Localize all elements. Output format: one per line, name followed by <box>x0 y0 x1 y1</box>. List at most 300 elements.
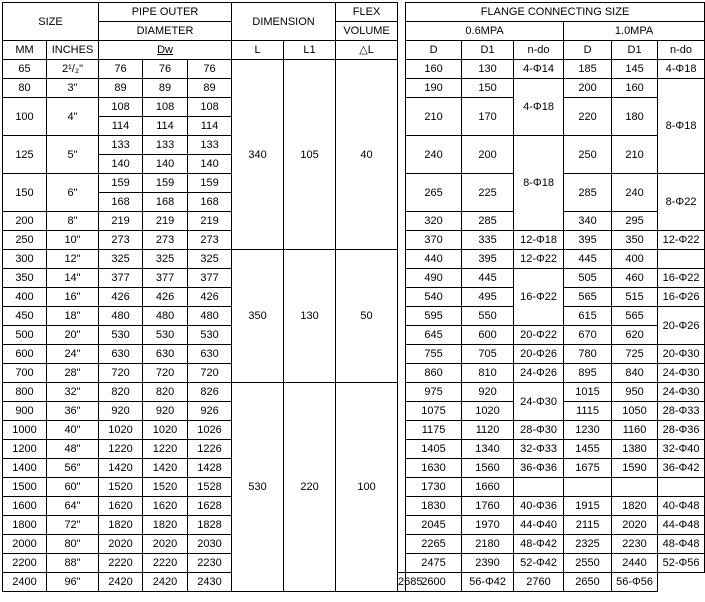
cell-delta-l: 100 <box>336 383 398 592</box>
cell-d: 540 <box>406 288 462 307</box>
cell-mm: 700 <box>3 364 47 383</box>
cell-dw: 108 <box>188 98 232 117</box>
cell-dw: 1020 <box>99 421 143 440</box>
cell-inches: 36" <box>47 402 99 421</box>
cell-dw: 1226 <box>188 440 232 459</box>
cell-dw: 76 <box>99 60 143 79</box>
cell-dw: 114 <box>143 117 188 136</box>
cell-ndo: 28-Φ33 <box>658 402 705 421</box>
cell-ndo: 36-Φ36 <box>514 459 564 478</box>
cell-dw: 720 <box>143 364 188 383</box>
cell-d: 2685 <box>398 573 406 592</box>
cell-dw: 1520 <box>143 478 188 497</box>
cell-ndo: 52-Φ42 <box>514 554 564 573</box>
cell-dw: 140 <box>188 155 232 174</box>
cell-ndo: 44-Φ40 <box>514 516 564 535</box>
cell-d1: 160 <box>612 79 658 98</box>
cell-mm: 150 <box>3 174 47 212</box>
cell-ndo: 20-Φ30 <box>658 345 705 364</box>
cell-mm: 2000 <box>3 535 47 554</box>
cell-d: 1230 <box>564 421 612 440</box>
cell-d: 190 <box>406 79 462 98</box>
cell-d: 1015 <box>564 383 612 402</box>
cell-d1: 620 <box>612 326 658 345</box>
cell-d: 445 <box>564 250 612 269</box>
cell-d: 1455 <box>564 440 612 459</box>
cell-d1: 170 <box>462 98 514 136</box>
cell-inches: 2¹/₂" <box>47 60 99 79</box>
cell-dw: 89 <box>188 79 232 98</box>
cell-dw: 159 <box>99 174 143 193</box>
cell-dw: 273 <box>188 231 232 250</box>
cell-d: 185 <box>564 60 612 79</box>
header-pressure-10: 1.0MPA <box>564 22 705 41</box>
cell-d: 2265 <box>406 535 462 554</box>
cell-inches: 14" <box>47 269 99 288</box>
column-gap <box>398 3 406 573</box>
cell-d: 1630 <box>406 459 462 478</box>
cell-dw: 159 <box>188 174 232 193</box>
cell-d: 780 <box>564 345 612 364</box>
cell-ndo: 4-Φ18 <box>658 60 705 79</box>
cell-d: 210 <box>406 98 462 136</box>
cell-mm: 80 <box>3 79 47 98</box>
cell-dw: 630 <box>143 345 188 364</box>
cell-d1: 1120 <box>462 421 514 440</box>
cell-d1: 1340 <box>462 440 514 459</box>
cell-inches: 56" <box>47 459 99 478</box>
header-pipe-outer: PIPE OUTER <box>99 3 232 22</box>
cell-inches: 80" <box>47 535 99 554</box>
cell-dw: 1420 <box>143 459 188 478</box>
header-dw: Dw <box>99 41 232 60</box>
cell-mm: 900 <box>3 402 47 421</box>
cell-dw: 1220 <box>143 440 188 459</box>
cell-d1: 1560 <box>462 459 514 478</box>
cell-d: 1915 <box>564 497 612 516</box>
cell-dw: 76 <box>143 60 188 79</box>
header-ndo-06: n-do <box>514 41 564 60</box>
cell-d: 670 <box>564 326 612 345</box>
cell-dw: 720 <box>99 364 143 383</box>
cell-d1: 1820 <box>612 497 658 516</box>
cell-ndo: 8-Φ22 <box>658 174 705 231</box>
cell-d1: 225 <box>462 174 514 212</box>
cell-mm: 400 <box>3 288 47 307</box>
cell-inches: 6" <box>47 174 99 212</box>
cell-inches: 3" <box>47 79 99 98</box>
cell-ndo: 32-Φ40 <box>658 440 705 459</box>
cell-d: 565 <box>564 288 612 307</box>
cell-ndo: 12-Φ18 <box>514 231 564 250</box>
cell-ndo: 56-Φ56 <box>612 573 658 592</box>
cell-dw: 2420 <box>99 573 143 592</box>
cell-dw: 273 <box>143 231 188 250</box>
cell-d1: 200 <box>462 136 514 174</box>
cell-d1: 1970 <box>462 516 514 535</box>
cell-l: 340 <box>232 60 284 250</box>
cell-d1: 350 <box>612 231 658 250</box>
cell-dw: 480 <box>188 307 232 326</box>
cell-mm: 450 <box>3 307 47 326</box>
cell-dw: 89 <box>99 79 143 98</box>
cell-ndo: 20-Φ26 <box>514 345 564 364</box>
cell-inches: 32" <box>47 383 99 402</box>
cell-d-empty <box>564 478 612 497</box>
cell-dw: 1828 <box>188 516 232 535</box>
cell-dw: 114 <box>99 117 143 136</box>
cell-d: 2475 <box>406 554 462 573</box>
cell-dw: 2020 <box>99 535 143 554</box>
cell-dw: 219 <box>143 212 188 231</box>
cell-dw: 1020 <box>143 421 188 440</box>
cell-dw: 2020 <box>143 535 188 554</box>
cell-ndo: 24-Φ30 <box>658 383 705 402</box>
cell-dw: 920 <box>99 402 143 421</box>
cell-dw: 76 <box>188 60 232 79</box>
cell-mm: 200 <box>3 212 47 231</box>
cell-d1: 335 <box>462 231 514 250</box>
cell-d: 440 <box>406 250 462 269</box>
cell-dw: 1820 <box>143 516 188 535</box>
cell-dw: 630 <box>188 345 232 364</box>
header-l: L <box>232 41 284 60</box>
cell-d1: 600 <box>462 326 514 345</box>
cell-inches: 60" <box>47 478 99 497</box>
cell-inches: 8" <box>47 212 99 231</box>
cell-inches: 72" <box>47 516 99 535</box>
cell-dw: 140 <box>99 155 143 174</box>
cell-d1: 1020 <box>462 402 514 421</box>
cell-ndo: 40-Φ36 <box>514 497 564 516</box>
cell-d: 975 <box>406 383 462 402</box>
cell-mm: 800 <box>3 383 47 402</box>
cell-mm: 250 <box>3 231 47 250</box>
cell-d: 285 <box>564 174 612 212</box>
cell-dw: 1428 <box>188 459 232 478</box>
cell-dw: 219 <box>99 212 143 231</box>
cell-d1: 240 <box>612 174 658 212</box>
cell-d: 340 <box>564 212 612 231</box>
header-delta-l: △L <box>336 41 398 60</box>
cell-d: 250 <box>564 136 612 174</box>
header-d1-10: D1 <box>612 41 658 60</box>
header-ndo-10: n-do <box>658 41 705 60</box>
cell-dw: 426 <box>188 288 232 307</box>
cell-mm: 100 <box>3 98 47 136</box>
cell-d1: 1590 <box>612 459 658 478</box>
cell-ndo: 48-Φ48 <box>658 535 705 554</box>
cell-d1: 445 <box>462 269 514 288</box>
cell-d1: 460 <box>612 269 658 288</box>
cell-dw: 325 <box>143 250 188 269</box>
cell-d: 1075 <box>406 402 462 421</box>
cell-d1: 810 <box>462 364 514 383</box>
cell-dw: 273 <box>99 231 143 250</box>
cell-inches: 96" <box>47 573 99 592</box>
cell-dw: 720 <box>188 364 232 383</box>
header-volume: VOLUME <box>336 22 398 41</box>
cell-d: 860 <box>406 364 462 383</box>
cell-dw: 920 <box>143 402 188 421</box>
cell-d: 395 <box>564 231 612 250</box>
cell-d1: 180 <box>612 98 658 136</box>
cell-dw: 1820 <box>99 516 143 535</box>
cell-dw: 530 <box>143 326 188 345</box>
cell-d1: 725 <box>612 345 658 364</box>
cell-ndo: 28-Φ30 <box>514 421 564 440</box>
flange-spec-table <box>2 2 705 592</box>
cell-inches: 64" <box>47 497 99 516</box>
cell-d: 615 <box>564 307 612 326</box>
cell-d1: 2230 <box>612 535 658 554</box>
cell-ndo: 36-Φ42 <box>658 459 705 478</box>
cell-inches: 88" <box>47 554 99 573</box>
cell-dw: 820 <box>99 383 143 402</box>
cell-l1: 130 <box>284 250 336 383</box>
cell-d: 370 <box>406 231 462 250</box>
cell-mm: 65 <box>3 60 47 79</box>
cell-d: 2760 <box>514 573 564 592</box>
cell-dw: 168 <box>143 193 188 212</box>
cell-ndo-empty <box>658 250 705 269</box>
cell-d1: 210 <box>612 136 658 174</box>
cell-d1: 840 <box>612 364 658 383</box>
cell-ndo: 24-Φ30 <box>514 383 564 421</box>
cell-d1: 285 <box>462 212 514 231</box>
cell-ndo: 24-Φ30 <box>658 364 705 383</box>
cell-dw: 480 <box>99 307 143 326</box>
cell-d: 1675 <box>564 459 612 478</box>
cell-ndo: 24-Φ26 <box>514 364 564 383</box>
cell-mm: 125 <box>3 136 47 174</box>
header-l1: L1 <box>284 41 336 60</box>
cell-d1: 400 <box>612 250 658 269</box>
cell-dw: 114 <box>188 117 232 136</box>
cell-inches: 16" <box>47 288 99 307</box>
cell-dw: 2030 <box>188 535 232 554</box>
cell-d1: 705 <box>462 345 514 364</box>
cell-dw: 1220 <box>99 440 143 459</box>
cell-ndo: 20-Φ22 <box>514 326 564 345</box>
cell-d1: 2180 <box>462 535 514 554</box>
cell-d1: 515 <box>612 288 658 307</box>
header-mm: MM <box>3 41 47 60</box>
cell-d: 320 <box>406 212 462 231</box>
cell-dw: 133 <box>188 136 232 155</box>
cell-ndo: 48-Φ42 <box>514 535 564 554</box>
cell-ndo: 8-Φ18 <box>658 79 705 174</box>
cell-dw: 140 <box>143 155 188 174</box>
cell-inches: 18" <box>47 307 99 326</box>
cell-l1: 220 <box>284 383 336 592</box>
cell-dw: 325 <box>188 250 232 269</box>
cell-dw: 1528 <box>188 478 232 497</box>
cell-dw: 2420 <box>143 573 188 592</box>
cell-mm: 1500 <box>3 478 47 497</box>
cell-mm: 1200 <box>3 440 47 459</box>
cell-d: 240 <box>406 136 462 174</box>
cell-dw: 219 <box>188 212 232 231</box>
header-size: SIZE <box>3 3 99 41</box>
cell-d: 895 <box>564 364 612 383</box>
cell-dw: 1026 <box>188 421 232 440</box>
cell-dw: 89 <box>143 79 188 98</box>
cell-inches: 4" <box>47 98 99 136</box>
cell-mm: 300 <box>3 250 47 269</box>
cell-d: 2115 <box>564 516 612 535</box>
header-dimension: DIMENSION <box>232 3 336 41</box>
cell-dw: 1620 <box>143 497 188 516</box>
cell-d1: 395 <box>462 250 514 269</box>
cell-d1: 150 <box>462 79 514 98</box>
cell-inches: 48" <box>47 440 99 459</box>
cell-ndo: 16-Φ22 <box>658 269 705 288</box>
cell-inches: 40" <box>47 421 99 440</box>
cell-d: 1175 <box>406 421 462 440</box>
cell-delta-l: 40 <box>336 60 398 250</box>
cell-d1: 1050 <box>612 402 658 421</box>
cell-dw: 1520 <box>99 478 143 497</box>
cell-d1: 1660 <box>462 478 514 497</box>
cell-dw: 2220 <box>143 554 188 573</box>
cell-d1: 920 <box>462 383 514 402</box>
cell-d: 1115 <box>564 402 612 421</box>
cell-dw: 325 <box>99 250 143 269</box>
cell-mm: 500 <box>3 326 47 345</box>
cell-dw: 159 <box>143 174 188 193</box>
cell-ndo: 16-Φ26 <box>658 288 705 307</box>
cell-ndo-empty <box>658 478 705 497</box>
cell-d: 1830 <box>406 497 462 516</box>
cell-delta-l: 50 <box>336 250 398 383</box>
cell-ndo: 28-Φ36 <box>658 421 705 440</box>
cell-ndo-empty <box>514 478 564 497</box>
header-flange: FLANGE CONNECTING SIZE <box>406 3 705 22</box>
cell-dw: 133 <box>99 136 143 155</box>
cell-mm: 1800 <box>3 516 47 535</box>
cell-d: 505 <box>564 269 612 288</box>
cell-ndo: 4-Φ18 <box>514 79 564 136</box>
cell-dw: 168 <box>99 193 143 212</box>
header-pressure-06: 0.6MPA <box>406 22 564 41</box>
header-d-10: D <box>564 41 612 60</box>
cell-l: 530 <box>232 383 284 592</box>
header-diameter: DIAMETER <box>99 22 232 41</box>
cell-mm: 600 <box>3 345 47 364</box>
cell-ndo: 20-Φ26 <box>658 307 705 345</box>
cell-ndo: 40-Φ48 <box>658 497 705 516</box>
cell-dw: 1620 <box>99 497 143 516</box>
cell-dw: 530 <box>99 326 143 345</box>
cell-inches: 10" <box>47 231 99 250</box>
cell-dw: 826 <box>188 383 232 402</box>
cell-d1: 495 <box>462 288 514 307</box>
cell-dw: 377 <box>99 269 143 288</box>
cell-dw: 530 <box>188 326 232 345</box>
cell-dw: 377 <box>188 269 232 288</box>
cell-d1: 295 <box>612 212 658 231</box>
cell-d: 2045 <box>406 516 462 535</box>
cell-inches: 28" <box>47 364 99 383</box>
cell-mm: 1600 <box>3 497 47 516</box>
cell-d1: 1160 <box>612 421 658 440</box>
cell-d1: 1760 <box>462 497 514 516</box>
cell-ndo: 44-Φ48 <box>658 516 705 535</box>
cell-d: 490 <box>406 269 462 288</box>
cell-dw: 480 <box>143 307 188 326</box>
cell-dw: 630 <box>99 345 143 364</box>
cell-d: 2325 <box>564 535 612 554</box>
cell-dw: 108 <box>99 98 143 117</box>
cell-d: 645 <box>406 326 462 345</box>
cell-ndo: 12-Φ22 <box>514 250 564 269</box>
cell-dw: 377 <box>143 269 188 288</box>
cell-mm: 1400 <box>3 459 47 478</box>
cell-d: 595 <box>406 307 462 326</box>
cell-inches: 24" <box>47 345 99 364</box>
cell-d1: 145 <box>612 60 658 79</box>
cell-inches: 12" <box>47 250 99 269</box>
cell-dw: 926 <box>188 402 232 421</box>
cell-d1: 2650 <box>564 573 612 592</box>
header-flex: FLEX <box>336 3 398 22</box>
cell-dw: 2220 <box>99 554 143 573</box>
cell-mm: 2200 <box>3 554 47 573</box>
cell-d1: 130 <box>462 60 514 79</box>
cell-d: 220 <box>564 98 612 136</box>
cell-dw: 168 <box>188 193 232 212</box>
cell-d1-empty <box>612 478 658 497</box>
cell-d1: 565 <box>612 307 658 326</box>
cell-l: 350 <box>232 250 284 383</box>
cell-ndo: 16-Φ22 <box>514 269 564 326</box>
cell-dw: 426 <box>99 288 143 307</box>
cell-mm: 2400 <box>3 573 47 592</box>
cell-dw: 820 <box>143 383 188 402</box>
cell-d1: 950 <box>612 383 658 402</box>
cell-ndo: 56-Φ42 <box>462 573 514 592</box>
cell-ndo: 8-Φ18 <box>514 136 564 231</box>
cell-d1: 2440 <box>612 554 658 573</box>
cell-d1: 2390 <box>462 554 514 573</box>
cell-d1: 2600 <box>406 573 462 592</box>
cell-ndo: 12-Φ22 <box>658 231 705 250</box>
cell-ndo: 32-Φ33 <box>514 440 564 459</box>
cell-mm: 1000 <box>3 421 47 440</box>
cell-d1: 2020 <box>612 516 658 535</box>
cell-dw: 108 <box>143 98 188 117</box>
header-d-06: D <box>406 41 462 60</box>
cell-dw: 426 <box>143 288 188 307</box>
cell-l1: 105 <box>284 60 336 250</box>
cell-dw: 2430 <box>188 573 232 592</box>
cell-ndo: 52-Φ56 <box>658 554 705 573</box>
cell-dw: 2230 <box>188 554 232 573</box>
cell-d: 1405 <box>406 440 462 459</box>
cell-inches: 5" <box>47 136 99 174</box>
cell-dw: 133 <box>143 136 188 155</box>
cell-d: 1730 <box>406 478 462 497</box>
cell-d1: 1380 <box>612 440 658 459</box>
header-inches: INCHES <box>47 41 99 60</box>
cell-dw: 1420 <box>99 459 143 478</box>
cell-d: 2550 <box>564 554 612 573</box>
cell-mm: 350 <box>3 269 47 288</box>
cell-d1: 550 <box>462 307 514 326</box>
cell-dw: 1628 <box>188 497 232 516</box>
cell-d: 160 <box>406 60 462 79</box>
